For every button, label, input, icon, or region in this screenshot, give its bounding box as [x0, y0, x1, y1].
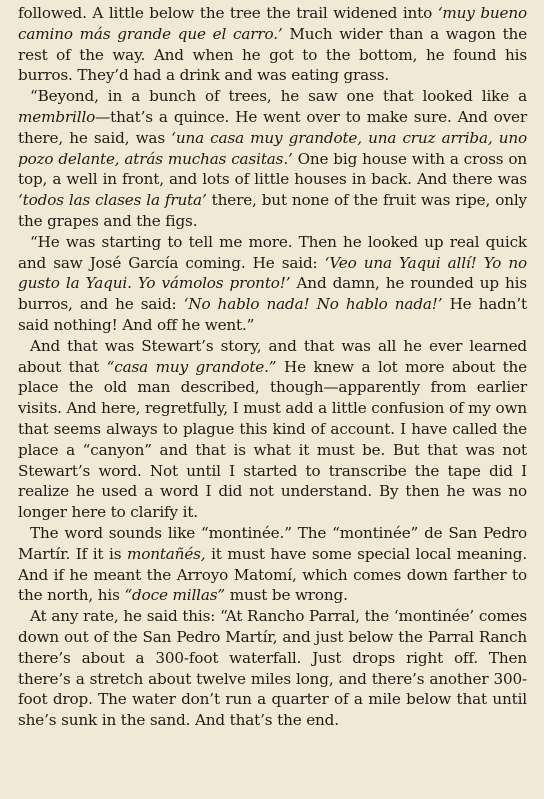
- text-run: One big house with a cross on top, a well in front, and lots of little houses in back. And there was: [18, 149, 527, 189]
- text-run: He knew a lot more about the place the old man described, though—apparently from earlier visits. And here, regretfully, I must add a little confusion of my own that seems always to plague this kind of account. I have called the place a “canyon” and that is what it must be. But that was not Stewart’s word. Not until I started to transcribe the tape did I realize he used a word I did not understand. By then he was no longer here to clarify it.: [18, 357, 527, 522]
- italic-text-run: ‘No hablo nada! No hablo nada!’: [183, 295, 443, 314]
- paragraph: [18, 523, 527, 606]
- text-run: followed. A little below the tree the trail widened into: [18, 4, 438, 22]
- paragraph: [18, 3, 527, 86]
- italic-text-run: ‘una casa muy grandote, una cruz arriba, uno pozo delante, atrás muchas casitas.’: [18, 128, 527, 168]
- text-run: And that was Stewart’s story, and that was all he ever learned about that: [18, 336, 527, 376]
- text-run: must be wrong.: [225, 586, 348, 605]
- italic-text-run: ‘Veo una Yaqui allí! Yo no gusto la Yaqui. Yo vámolos pronto!’: [18, 253, 528, 293]
- italic-text-run: “casa muy grandote.”: [106, 357, 277, 376]
- text-run: “He was starting to tell me more. Then he looked up real quick and saw José García coming. He said:: [18, 232, 527, 272]
- text-run: Much wider than a wagon the rest of the way. And when he got to the bottom, he found his burros. They’d had a drink and was eating grass.: [18, 24, 528, 85]
- paragraph: [18, 606, 527, 731]
- paragraph: [18, 336, 527, 523]
- paragraph: [18, 86, 527, 232]
- italic-text-run: ‘todos las clases la fruta’: [18, 191, 207, 210]
- text-run: “Beyond, in a bunch of trees, he saw one that looked like a: [30, 87, 527, 106]
- italic-text-run: “doce millas”: [124, 586, 226, 605]
- text-run: there, but none of the fruit was ripe, only the grapes and the figs.: [18, 191, 527, 230]
- italic-text-run: montañés,: [126, 544, 206, 563]
- text-column: [18, 3, 527, 731]
- text-run: He hadn’t said nothing! And off he went.”: [18, 295, 527, 334]
- text-run: At any rate, he said this: “At Rancho Parral, the ‘montinée’ comes down out of the San Pedro Martír, and just below the Parral Ranch there’s about a 300-foot waterfall. Just drops right off. Then there’s a stretch about twelve miles long, and there’s another 300-foot drop. The water don’t run a quarter of a mile below that until she’s sunk in the sand. And that’s the end.: [18, 607, 527, 730]
- text-run: it must have some special local meaning. And if he meant the Arroyo Matomí, which comes down farther to the north, his: [18, 544, 527, 605]
- text-run: The word sounds like “montinée.” The “montinée” de San Pedro Martír. If it is: [18, 523, 527, 563]
- paragraph: [18, 232, 527, 336]
- text-run: And damn, he rounded up his burros, and he said:: [18, 274, 527, 314]
- italic-text-run: ‘muy bueno camino más grande que el carro.’: [18, 4, 527, 43]
- text-run: —that’s a quince. He went over to make sure. And over there, he said, was: [18, 107, 527, 147]
- italic-text-run: membrillo: [18, 107, 96, 126]
